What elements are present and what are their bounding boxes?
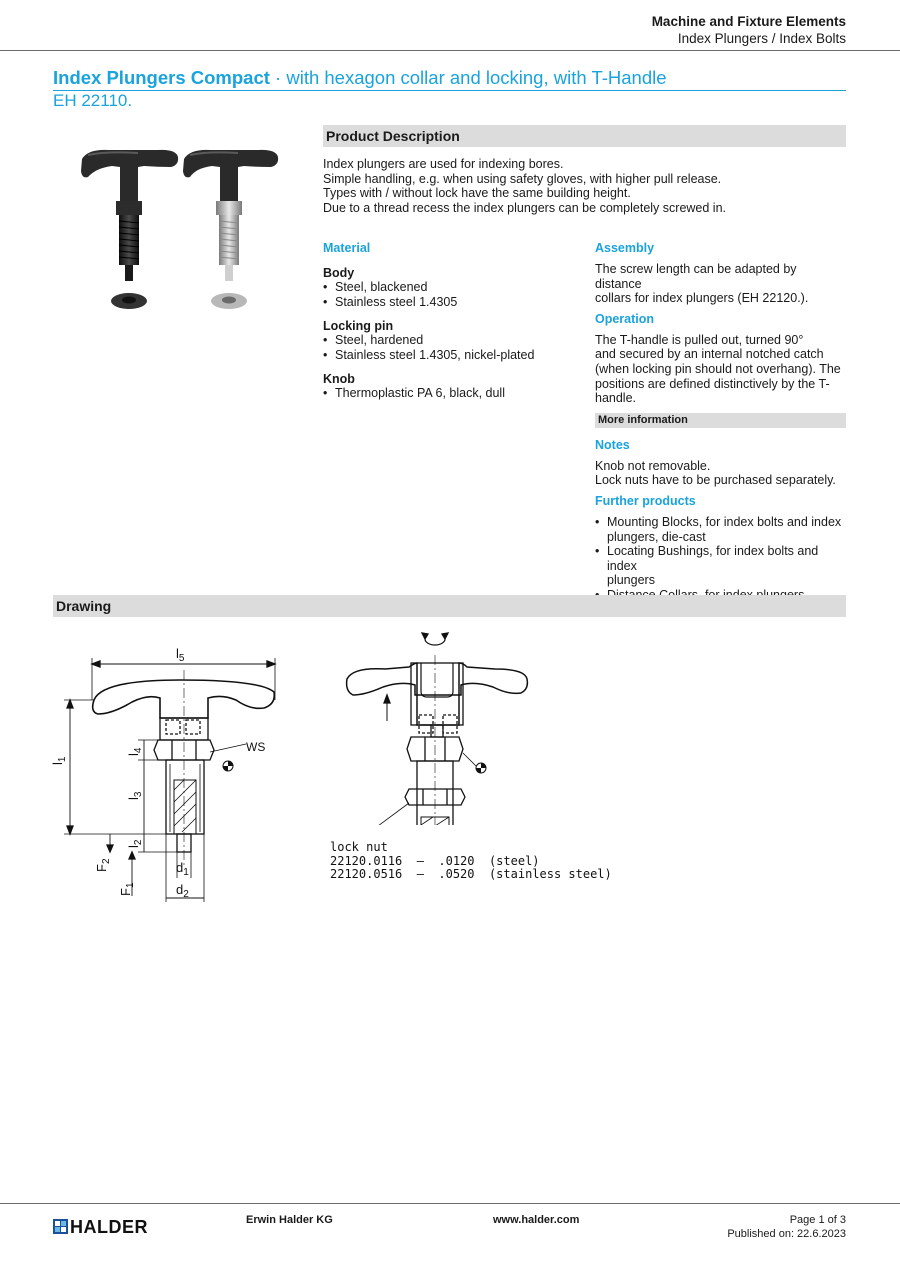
footer-divider — [0, 1203, 900, 1204]
operation-heading: Operation — [595, 311, 655, 326]
further-product-line[interactable]: Mounting Blocks, for index bolts and index — [607, 514, 842, 529]
label-l5: $l_5$ — [176, 646, 185, 664]
assembly-line: The screw length can be adapted by distance — [595, 262, 797, 291]
page-number: Page 1 of 3 — [789, 1214, 846, 1226]
header-subcategory: Index Plungers / Index Bolts — [677, 31, 846, 46]
label-l2: $l_2$ — [126, 839, 144, 848]
label-d2: $d_2$ — [176, 882, 189, 900]
description-line: Due to a thread recess the index plungers can be completely screwed in. — [323, 200, 727, 215]
further-products-list — [595, 515, 846, 603]
list-item: • Steel, blackened — [323, 280, 583, 295]
product-photo-stainless — [178, 145, 286, 317]
material-body-title: Body — [323, 266, 355, 280]
description-line: Types with / without lock have the same building height. — [323, 186, 631, 201]
header-category: Machine and Fixture Elements — [651, 14, 846, 29]
notes-line: Lock nuts have to be purchased separately. — [595, 473, 836, 488]
list-item: • Stainless steel 1.4305, nickel-plated — [323, 348, 583, 363]
lock-nut-steel: 22120.0116 – .0120 (steel) — [330, 853, 540, 868]
material-locking-pin-title: Locking pin — [323, 319, 394, 334]
page-header — [652, 13, 846, 47]
product-title — [53, 66, 846, 91]
operation-line: (when locking pin should not overhang). The — [595, 361, 841, 376]
header-divider — [0, 50, 900, 51]
description-line: Index plungers are used for indexing bores. — [323, 157, 564, 171]
title-separator: · — [269, 67, 287, 88]
further-product-item[interactable] — [595, 515, 846, 544]
operation-line: handle. — [595, 391, 637, 406]
material-locking-pin-list — [323, 333, 583, 362]
website-link[interactable]: www.halder.com — [493, 1214, 580, 1226]
halder-logo[interactable] — [53, 1217, 163, 1240]
product-description-text — [323, 157, 846, 215]
material-knob-title: Knob — [323, 372, 355, 387]
further-product-line[interactable]: Locating Bushings, for index bolts and index — [607, 544, 819, 573]
assembly-heading: Assembly — [595, 241, 655, 255]
notes-heading: Notes — [595, 437, 630, 452]
further-product-item[interactable] — [595, 544, 846, 588]
lock-nut-stainless: 22120.0516 – .0520 (stainless steel) — [330, 867, 612, 881]
notes-line: Knob not removable. — [595, 458, 711, 473]
label-d1: $d_1$ — [176, 860, 189, 878]
product-title-main: Index Plungers Compact — [53, 67, 270, 88]
brand-name: HALDER — [70, 1217, 148, 1237]
right-column — [595, 241, 846, 603]
drawing-heading: Drawing — [53, 595, 846, 617]
notes-text — [595, 459, 846, 488]
product-code: EH 22110. — [53, 91, 133, 110]
list-item: • Steel, hardened — [323, 333, 583, 348]
published-date: Published on: 22.6.2023 — [727, 1228, 846, 1240]
product-photo-black — [78, 145, 186, 317]
list-item: • Stainless steel 1.4305 — [323, 295, 583, 310]
operation-line: positions are defined distinctively by the T- — [595, 376, 830, 391]
label-f2: $F_2$ — [94, 858, 112, 872]
footer-company — [246, 1213, 333, 1227]
further-product-line[interactable]: plungers, die-cast — [607, 529, 706, 544]
label-ws: WS — [246, 740, 266, 754]
footer-website[interactable] — [493, 1213, 579, 1227]
material-section — [323, 241, 583, 401]
label-f1: $F_1$ — [118, 882, 136, 896]
company-name: Erwin Halder KG — [246, 1214, 333, 1226]
material-body-list — [323, 280, 583, 309]
list-item: • Thermoplastic PA 6, black, dull — [323, 386, 583, 401]
product-description-heading: Product Description — [323, 125, 846, 147]
assembly-line: collars for index plungers (EH 22120.). — [595, 291, 809, 306]
assembly-text — [595, 262, 846, 306]
product-title-subtitle: with hexagon collar and locking, with T-Handle — [286, 67, 667, 88]
label-l1: $l_1$ — [50, 756, 68, 765]
label-l3: $l_3$ — [126, 791, 144, 800]
label-l4: $l_4$ — [126, 747, 144, 756]
further-products-heading: Further products — [595, 493, 696, 508]
more-information-heading: More information — [595, 413, 846, 428]
further-product-line[interactable]: plungers — [607, 573, 655, 588]
description-line: Simple handling, e.g. when using safety gloves, with higher pull release. — [323, 171, 722, 186]
technical-drawing-locked — [325, 625, 560, 825]
operation-text — [595, 333, 846, 406]
lock-nut-legend — [330, 841, 612, 882]
lock-nut-title: lock nut — [330, 840, 388, 854]
operation-line: and secured by an internal notched catch — [595, 347, 824, 362]
material-knob-list — [323, 386, 583, 401]
technical-drawing-dimensions — [50, 640, 290, 910]
footer-page-info — [727, 1213, 846, 1241]
operation-line: The T-handle is pulled out, turned 90° — [595, 332, 804, 347]
material-heading: Material — [323, 241, 371, 255]
